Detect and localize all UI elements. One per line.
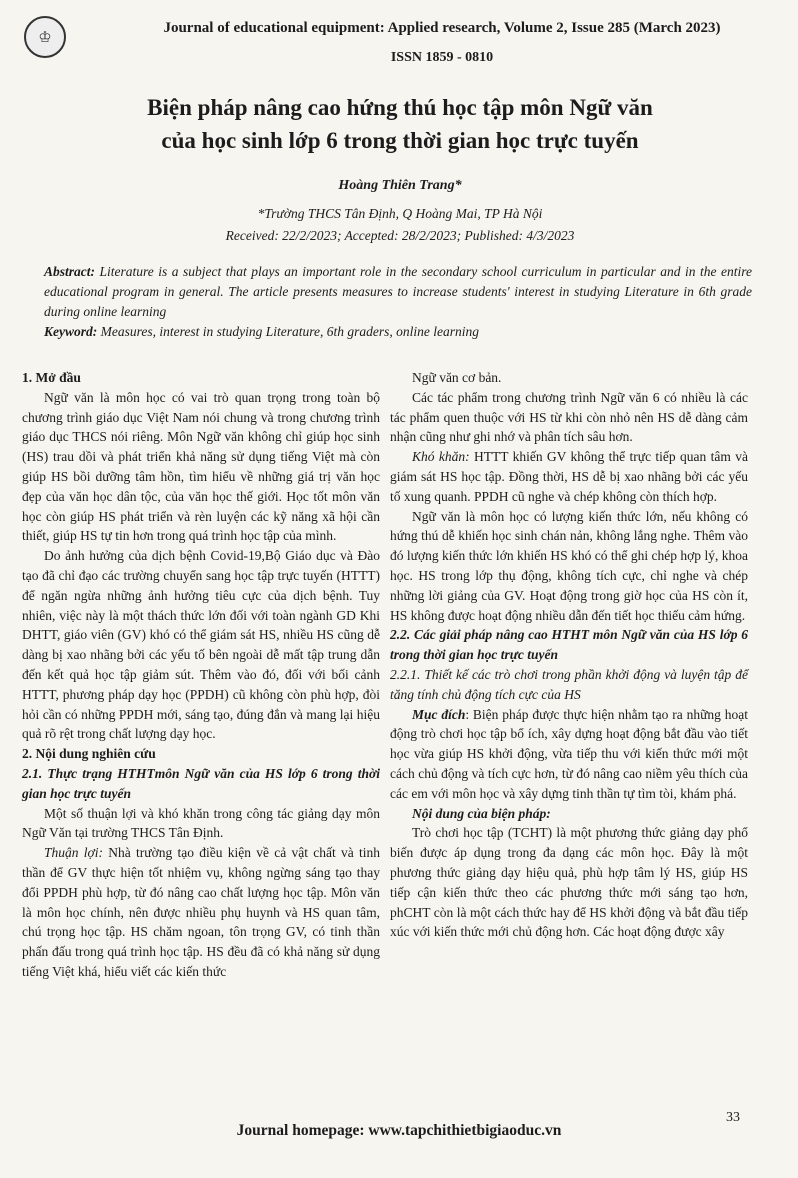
paragraph: Ngữ văn cơ bản. bbox=[412, 370, 502, 385]
paragraph-text: Nhà trường tạo điều kiện về cả vật chất và tinh thần để GV thực hiện tốt nhiệm vụ, không ngừng sáng tạo thay đổi PPDH phù hợp, từ đó nâng cao chất lượng học tập. Môn văn là môn học chính, nên được nhiều phụ huynh và HS quan tâm, chú trọng học tập. HS chăm ngoan, tôn trọng GV, có tinh thần phấn đấu trong quá trình học tập. HS đều đã có khả năng sử dụng tiếng Việt khá, hiểu viết các kiến thức bbox=[22, 845, 380, 979]
journal-homepage: Journal homepage: www.tapchithietbigiaoduc.vn bbox=[236, 1122, 562, 1139]
left-column bbox=[22, 368, 380, 982]
paragraph bbox=[390, 804, 748, 824]
article-author: Hoàng Thiên Trang* bbox=[338, 178, 462, 193]
author-affiliation: *Trường THCS Tân Định, Q Hoàng Mai, TP Hà Nội bbox=[257, 206, 543, 221]
title-line-2: của học sinh lớp 6 trong thời gian học trực tuyến bbox=[161, 127, 639, 153]
journal-issn: ISSN 1859 - 0810 bbox=[390, 50, 494, 65]
paragraph bbox=[390, 705, 748, 804]
right-column bbox=[390, 368, 748, 942]
keyword-text: Measures, interest in studying Literature, 6th graders, online learning bbox=[97, 324, 479, 339]
journal-logo-icon: ♔ bbox=[24, 16, 66, 58]
journal-header bbox=[0, 10, 798, 70]
keywords bbox=[44, 322, 752, 342]
keyword-label: Keyword: bbox=[44, 324, 98, 339]
page-number: 33 bbox=[726, 1110, 740, 1125]
publication-dates: Received: 22/2/2023; Accepted: 28/2/2023; Published: 4/3/2023 bbox=[225, 228, 575, 243]
inline-label: Nội dung của biện pháp: bbox=[412, 805, 551, 821]
paragraph: Ngữ văn là môn học có vai trò quan trọng trong toàn bộ chương trình giáo dục Việt Nam nói chung và trong chương trình giáo dục THCS nói riêng. Môn Ngữ văn không chỉ giúp học sinh (HS) trau dồi và phát triển khả năng sử dụng tiếng Việt mà còn giúp HS bồi dưỡng tâm hồn, tìm hiểu về những giá trị văn học đẹp của văn học dân tộc, của văn học thế giới. Học tốt môn văn học còn giúp HS phát triển và rèn luyện các kỹ năng xã hội cần thiết, giúp HS tự tin hơn trong quá trình học tập của mình. bbox=[22, 389, 380, 544]
section-heading-content: 2. Nội dung nghiên cứu bbox=[22, 746, 156, 762]
paragraph bbox=[390, 447, 748, 506]
paragraph-text: HTTT khiến GV không thể trực tiếp quan tâm và giám sát HS học tập. Đồng thời, HS dễ bị xao nhãng bởi các yếu tố xung quanh. PPDH cũ nghe và chép không còn thích hợp. bbox=[390, 449, 748, 504]
article-title bbox=[40, 92, 760, 157]
inline-label: Mục đích bbox=[412, 706, 466, 722]
paragraph: Trò chơi học tập (TCHT) là một phương thức giảng dạy phổ biến được áp dụng trong đa dạng các môn học. Đây là một phương thức giảng dạy hiệu quả, phù hợp tâm lý HS, giúp HS tiếp cận kiến thức theo các phương thức mới sáng tạo hơn, phCHT còn là một cách thức hay để HS khởi động và bắt đầu tiếp xúc với kiến thức mới chủ động hơn. Các hoạt động được xây bbox=[390, 825, 748, 940]
subsection-heading-2-2-1: 2.2.1. Thiết kế các trò chơi trong phần khởi động và luyện tập để tăng tính chủ động tích cực của HS bbox=[390, 666, 748, 702]
paragraph: Ngữ văn là môn học có lượng kiến thức lớn, nếu không có hứng thú dễ khiến học sinh chán nản, không lắng nghe. Thêm vào đó lượng kiến thức lớn khiến HS khó có thể ghi chép hợp lý, khoa học. HS trong lớp thụ động, không tích cực, chỉ nghe và chép những lời giảng của GV. Hoạt động trong giờ học của HS còn ít, HS không được hoạt động nhiều dẫn đến tiết học thiếu cảm hứng. bbox=[390, 508, 748, 623]
inline-label: Thuận lợi: bbox=[44, 845, 103, 861]
title-line-1: Biện pháp nâng cao hứng thú học tập môn Ngữ văn bbox=[147, 95, 653, 120]
paragraph-text: : Biện pháp được thực hiện nhằm tạo ra những hoạt động trò chơi học tập bổ ích, xây dựng hoạt động bắt đầu vào tiết học vừa giúp HS khởi động, vừa tiếp thu với kiến thức mới một cách chủ động và tích cực hơn, từ đó nâng cao niềm yêu thích của các em với môn học và xây dựng tinh thần tự tìm tòi, khám phá. bbox=[390, 706, 748, 801]
paragraph bbox=[22, 843, 380, 982]
subsection-heading-2-2: 2.2. Các giải pháp nâng cao HTHT môn Ngữ văn của HS lớp 6 trong thời gian học trực tuyến bbox=[390, 627, 748, 663]
abstract bbox=[44, 262, 752, 322]
paragraph: Các tác phẩm trong chương trình Ngữ văn 6 có nhiều là các tác phẩm quen thuộc với HS từ khi còn nhỏ nên HS dễ dàng cảm nhận cũng như ghi nhớ và phân tích sâu hơn. bbox=[390, 389, 748, 445]
abstract-text: Literature is a subject that plays an important role in the secondary school curriculum in particular and in the entire educational program in general. The article presents measures to increase students' interest in studying Literature in 6th grade during online learning bbox=[44, 264, 752, 319]
journal-citation: Journal of educational equipment: Applied research, Volume 2, Issue 285 (March 2023) bbox=[163, 20, 721, 36]
section-heading-intro: 1. Mở đầu bbox=[22, 370, 81, 385]
paragraph: Do ảnh hưởng của dịch bệnh Covid-19,Bộ Giáo dục và Đào tạo đã chỉ đạo các trường chuyển sang học tập trực tuyến (HTTT) để ngăn ngừa những ảnh hưởng tiêu cực của dịch bệnh. Tuy nhiên, việc này là một thách thức lớn đối với toàn ngành GD Khi DHTT, giáo viên (GV) khó có thể giám sát HS, nhiều HS cũng dễ dàng bị xao nhãng bởi các yếu tố bên ngoài dễ mất tập trung dẫn đến kết quả học tập giảm sút. Thêm vào đó, đối với bối cảnh HTTT, phương pháp dạy học (PPDH) cũ không còn phù hợp, đòi hỏi cần có những PPDH mới, sáng tạo, đúng đắn và mang lại hiệu quả rõ rệt trong chất lượng dạy học. bbox=[22, 548, 380, 742]
paragraph: Một số thuận lợi và khó khăn trong công tác giảng dạy môn Ngữ Văn tại trường THCS Tân Định. bbox=[22, 805, 380, 841]
abstract-label: Abstract: bbox=[44, 264, 96, 279]
subsection-heading-2-1: 2.1. Thực trạng HTHTmôn Ngữ văn của HS lớp 6 trong thời gian học trực tuyến bbox=[22, 765, 380, 801]
inline-label: Khó khăn: bbox=[412, 449, 470, 465]
